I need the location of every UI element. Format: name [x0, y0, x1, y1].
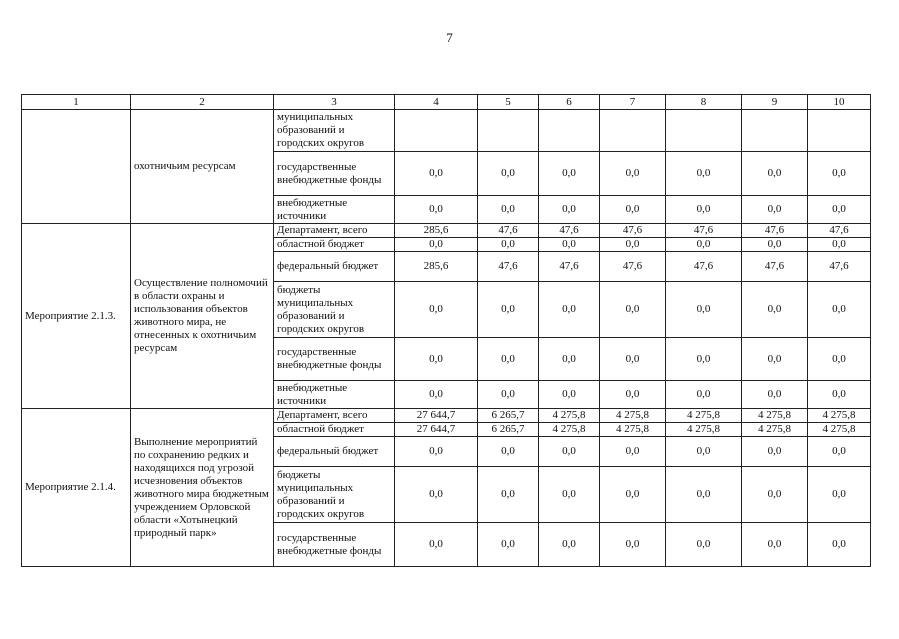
value-cell: 47,6 — [808, 252, 871, 282]
value-cell: 0,0 — [539, 437, 600, 467]
value-cell: 0,0 — [539, 152, 600, 196]
value-cell: 0,0 — [539, 196, 600, 224]
value-cell: 4 275,8 — [808, 409, 871, 423]
funding-source-cell: областной бюджет — [274, 423, 395, 437]
page-number: 7 — [446, 30, 453, 45]
description-cell: Осуществление полномочий в области охраны и использования объектов животного мира, не отнесенных к охотничьим ресурсам — [131, 224, 274, 409]
value-cell: 0,0 — [742, 338, 808, 381]
value-cell: 4 275,8 — [808, 423, 871, 437]
value-cell: 0,0 — [539, 381, 600, 409]
value-cell: 0,0 — [478, 196, 539, 224]
value-cell: 0,0 — [808, 196, 871, 224]
table-row — [22, 224, 871, 238]
value-cell: 0,0 — [539, 523, 600, 567]
value-cell: 0,0 — [742, 437, 808, 467]
value-cell: 0,0 — [600, 152, 666, 196]
value-cell: 0,0 — [808, 437, 871, 467]
value-cell: 4 275,8 — [539, 409, 600, 423]
value-cell: 0,0 — [742, 196, 808, 224]
event-cell: Мероприятие 2.1.3. — [22, 224, 131, 409]
value-cell: 0,0 — [666, 196, 742, 224]
value-cell: 0,0 — [395, 338, 478, 381]
funding-source-cell: федеральный бюджет — [274, 437, 395, 467]
funding-source-cell: внебюджетные источники — [274, 381, 395, 409]
value-cell: 6 265,7 — [478, 423, 539, 437]
value-cell: 0,0 — [742, 238, 808, 252]
value-cell: 0,0 — [395, 152, 478, 196]
funding-source-cell: Департамент, всего — [274, 409, 395, 423]
event-cell: Мероприятие 2.1.4. — [22, 409, 131, 567]
value-cell: 0,0 — [742, 381, 808, 409]
value-cell: 0,0 — [395, 523, 478, 567]
value-cell: 0,0 — [808, 338, 871, 381]
value-cell: 47,6 — [600, 224, 666, 238]
table-row — [22, 409, 871, 423]
header-cell: 7 — [600, 95, 666, 110]
value-cell: 0,0 — [600, 467, 666, 523]
funding-source-cell: внебюджетные источники — [274, 196, 395, 224]
value-cell: 0,0 — [742, 467, 808, 523]
value-cell: 4 275,8 — [600, 409, 666, 423]
value-cell — [742, 110, 808, 152]
value-cell: 0,0 — [478, 467, 539, 523]
value-cell: 0,0 — [478, 381, 539, 409]
header-cell: 8 — [666, 95, 742, 110]
funding-source-cell: Департамент, всего — [274, 224, 395, 238]
value-cell: 47,6 — [539, 252, 600, 282]
value-cell: 0,0 — [666, 282, 742, 338]
value-cell: 4 275,8 — [742, 409, 808, 423]
funding-source-cell: бюджеты муниципальных образований и городских округов — [274, 467, 395, 523]
value-cell: 0,0 — [600, 523, 666, 567]
value-cell — [808, 110, 871, 152]
value-cell: 0,0 — [742, 523, 808, 567]
value-cell: 0,0 — [395, 196, 478, 224]
value-cell: 0,0 — [539, 238, 600, 252]
value-cell: 0,0 — [666, 338, 742, 381]
value-cell: 4 275,8 — [539, 423, 600, 437]
funding-source-cell: государственные внебюджетные фонды — [274, 152, 395, 196]
value-cell: 0,0 — [600, 238, 666, 252]
funding-source-cell: государственные внебюджетные фонды — [274, 523, 395, 567]
value-cell — [395, 110, 478, 152]
value-cell: 47,6 — [478, 224, 539, 238]
value-cell: 0,0 — [600, 282, 666, 338]
funding-source-cell: федеральный бюджет — [274, 252, 395, 282]
table-body — [22, 110, 871, 567]
value-cell: 0,0 — [600, 196, 666, 224]
header-row — [22, 95, 871, 110]
header-cell: 3 — [274, 95, 395, 110]
description-cell: охотничьим ресурсам — [131, 110, 274, 224]
description-cell: Выполнение мероприятий по сохранению редких и находящихся под угрозой исчезновения объектов животного мира бюджетным учреждением Орловской области «Хотынецкий природный парк» — [131, 409, 274, 567]
header-cell: 9 — [742, 95, 808, 110]
value-cell: 47,6 — [742, 224, 808, 238]
header-cell: 2 — [131, 95, 274, 110]
value-cell: 0,0 — [395, 381, 478, 409]
value-cell: 4 275,8 — [666, 409, 742, 423]
value-cell: 0,0 — [539, 338, 600, 381]
budget-table — [21, 94, 871, 567]
header-cell: 10 — [808, 95, 871, 110]
event-cell — [22, 110, 131, 224]
value-cell: 4 275,8 — [600, 423, 666, 437]
value-cell: 0,0 — [478, 282, 539, 338]
table-row — [22, 110, 871, 152]
funding-source-cell: муниципальных образований и городских округов — [274, 110, 395, 152]
value-cell: 0,0 — [742, 282, 808, 338]
value-cell: 0,0 — [808, 238, 871, 252]
funding-source-cell: государственные внебюджетные фонды — [274, 338, 395, 381]
value-cell: 0,0 — [395, 238, 478, 252]
value-cell: 0,0 — [478, 338, 539, 381]
value-cell: 0,0 — [808, 381, 871, 409]
value-cell — [478, 110, 539, 152]
value-cell: 0,0 — [808, 467, 871, 523]
value-cell: 0,0 — [666, 152, 742, 196]
value-cell: 4 275,8 — [666, 423, 742, 437]
value-cell: 0,0 — [666, 238, 742, 252]
value-cell: 0,0 — [395, 437, 478, 467]
value-cell: 47,6 — [808, 224, 871, 238]
funding-source-cell: бюджеты муниципальных образований и городских округов — [274, 282, 395, 338]
value-cell: 0,0 — [478, 152, 539, 196]
value-cell: 0,0 — [666, 467, 742, 523]
header-cell: 6 — [539, 95, 600, 110]
header-cell: 1 — [22, 95, 131, 110]
value-cell — [666, 110, 742, 152]
value-cell: 47,6 — [600, 252, 666, 282]
value-cell: 27 644,7 — [395, 409, 478, 423]
value-cell: 47,6 — [539, 224, 600, 238]
value-cell: 47,6 — [666, 224, 742, 238]
value-cell: 0,0 — [539, 282, 600, 338]
value-cell: 4 275,8 — [742, 423, 808, 437]
funding-source-cell: областной бюджет — [274, 238, 395, 252]
value-cell: 0,0 — [808, 523, 871, 567]
value-cell: 47,6 — [478, 252, 539, 282]
value-cell: 0,0 — [600, 338, 666, 381]
value-cell: 0,0 — [666, 381, 742, 409]
header-cell: 5 — [478, 95, 539, 110]
value-cell: 6 265,7 — [478, 409, 539, 423]
value-cell: 0,0 — [478, 437, 539, 467]
value-cell — [600, 110, 666, 152]
value-cell: 0,0 — [395, 467, 478, 523]
value-cell: 285,6 — [395, 224, 478, 238]
value-cell: 0,0 — [808, 152, 871, 196]
value-cell: 0,0 — [478, 238, 539, 252]
value-cell: 285,6 — [395, 252, 478, 282]
value-cell: 47,6 — [666, 252, 742, 282]
header-cell: 4 — [395, 95, 478, 110]
value-cell: 0,0 — [600, 437, 666, 467]
value-cell: 0,0 — [666, 523, 742, 567]
value-cell: 47,6 — [742, 252, 808, 282]
value-cell: 0,0 — [539, 467, 600, 523]
value-cell — [539, 110, 600, 152]
value-cell: 0,0 — [395, 282, 478, 338]
value-cell: 0,0 — [666, 437, 742, 467]
value-cell: 0,0 — [742, 152, 808, 196]
value-cell: 0,0 — [478, 523, 539, 567]
value-cell: 0,0 — [600, 381, 666, 409]
value-cell: 27 644,7 — [395, 423, 478, 437]
value-cell: 0,0 — [808, 282, 871, 338]
